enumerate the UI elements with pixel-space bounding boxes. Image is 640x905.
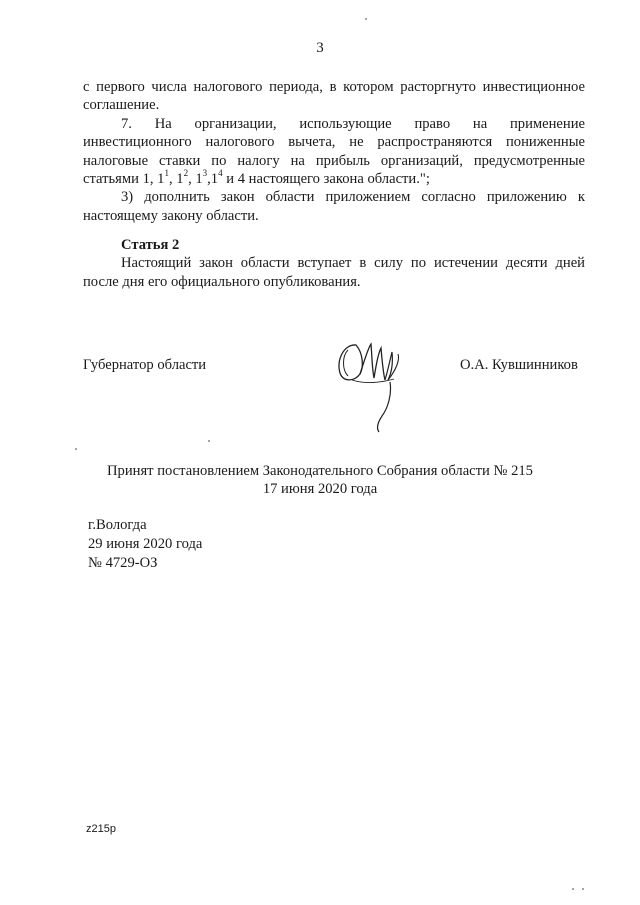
adoption-date: 17 июня 2020 года <box>262 481 378 498</box>
scan-speck <box>582 888 584 890</box>
scan-speck <box>365 18 367 20</box>
scan-speck <box>572 888 574 890</box>
signatory-position: Губернатор области <box>83 357 207 373</box>
law-number: № 4729-ОЗ <box>88 555 158 571</box>
article-2-title: Статья 2 <box>121 237 180 253</box>
scan-speck <box>208 440 210 442</box>
adoption-notice <box>0 462 640 499</box>
adoption-resolution: Принят постановлением Законодательного Собрания области № 215 <box>107 463 533 479</box>
handwritten-signature <box>330 336 415 436</box>
city: г.Вологда <box>88 517 147 533</box>
signing-date: 29 июня 2020 года <box>88 536 203 552</box>
place-and-date-block <box>88 516 202 573</box>
superscript-3: 3 <box>202 168 208 179</box>
document-code: z215p <box>86 823 116 835</box>
superscript-2: 2 <box>183 168 189 179</box>
article-2-text: Настоящий закон области вступает в силу по истечении десяти дней после дня его официального опубликования. <box>83 255 585 290</box>
paragraph-termination: с первого числа налогового периода, в котором расторгнуто инвестиционное соглашение. <box>83 79 585 114</box>
page-number: 3 <box>316 40 324 56</box>
superscript-4: 4 <box>218 168 223 179</box>
article-1-continuation <box>83 78 585 225</box>
superscript-1: 1 <box>164 168 169 179</box>
article-2 <box>83 236 585 291</box>
paragraph-3-appendix: 3) дополнить закон области приложением согласно приложению к настоящему закону области. <box>83 189 585 224</box>
scan-speck <box>75 448 77 450</box>
paragraph-7-first-line: 7. На организации, использующие право на применение <box>121 115 585 132</box>
signatory-name: О.А. Кувшинников <box>460 357 578 373</box>
paragraph-7-rest: инвестиционного налогового вычета, не распространяются пониженные налоговые ставки по налогу на прибыль организаций, предусмотренные статьями 1, $1^1$, $1^2$, $1^3,1^4$ и 4 настоящего закона области."; <box>83 134 585 188</box>
